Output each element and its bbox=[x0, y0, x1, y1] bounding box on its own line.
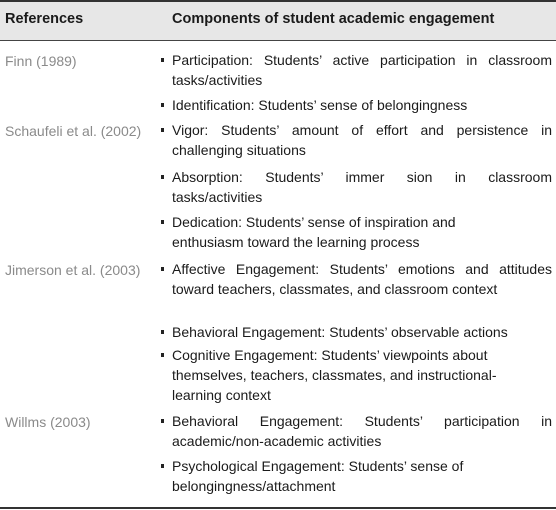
component-item bbox=[172, 212, 502, 252]
bullet-marker bbox=[161, 419, 164, 423]
component-item bbox=[172, 259, 552, 319]
component-text: Behavioral Engagement: Students’ participation in academic/non-academic activities bbox=[172, 413, 552, 449]
component-text: Affective Engagement: Students’ emotions and attitudes toward teachers, classmates, and classroom context bbox=[172, 261, 552, 297]
reference-cell: Schaufeli et al. (2002) bbox=[5, 123, 142, 139]
component-item bbox=[172, 456, 492, 496]
component-item bbox=[172, 95, 552, 115]
component-item bbox=[172, 322, 552, 342]
component-text: Participation: Students’ active participation in classroom tasks/activities bbox=[172, 52, 552, 88]
component-text: Dedication: Students’ sense of inspiration and enthusiasm toward the learning process bbox=[172, 214, 456, 250]
bullet-marker bbox=[161, 353, 164, 357]
reference-cell: Finn (1989) bbox=[5, 53, 77, 69]
component-text: Absorption: Students’ immer sion in classroom tasks/activities bbox=[172, 169, 552, 205]
bullet-marker bbox=[161, 128, 164, 132]
component-text: Cognitive Engagement: Students’ viewpoints about themselves, teachers, classmates, and instructional-learning context bbox=[172, 347, 497, 403]
component-text: Vigor: Students’ amount of effort and persistence in challenging situations bbox=[172, 122, 552, 158]
component-text: Identification: Students’ sense of belongingness bbox=[172, 97, 468, 113]
bottom-rule bbox=[0, 507, 556, 509]
bullet-marker bbox=[161, 330, 164, 334]
component-item bbox=[172, 345, 517, 405]
bullet-marker bbox=[161, 464, 164, 468]
top-rule bbox=[0, 0, 556, 2]
header-row bbox=[0, 0, 556, 40]
header-references: References bbox=[5, 11, 84, 27]
bullet-marker bbox=[161, 103, 164, 107]
component-item bbox=[172, 50, 552, 90]
component-item bbox=[172, 411, 552, 451]
header-rule bbox=[0, 40, 556, 41]
reference-cell: Jimerson et al. (2003) bbox=[5, 262, 141, 278]
component-text: Behavioral Engagement: Students’ observable actions bbox=[172, 324, 508, 340]
reference-cell: Willms (2003) bbox=[5, 414, 91, 430]
component-text: Psychological Engagement: Students’ sense of belongingness/attachment bbox=[172, 458, 464, 494]
bullet-marker bbox=[161, 267, 164, 271]
bullet-marker bbox=[161, 220, 164, 224]
component-item bbox=[172, 167, 552, 207]
component-item bbox=[172, 120, 552, 160]
bullet-marker bbox=[161, 175, 164, 179]
header-components: Components of student academic engagement bbox=[172, 11, 495, 27]
bullet-marker bbox=[161, 58, 164, 62]
